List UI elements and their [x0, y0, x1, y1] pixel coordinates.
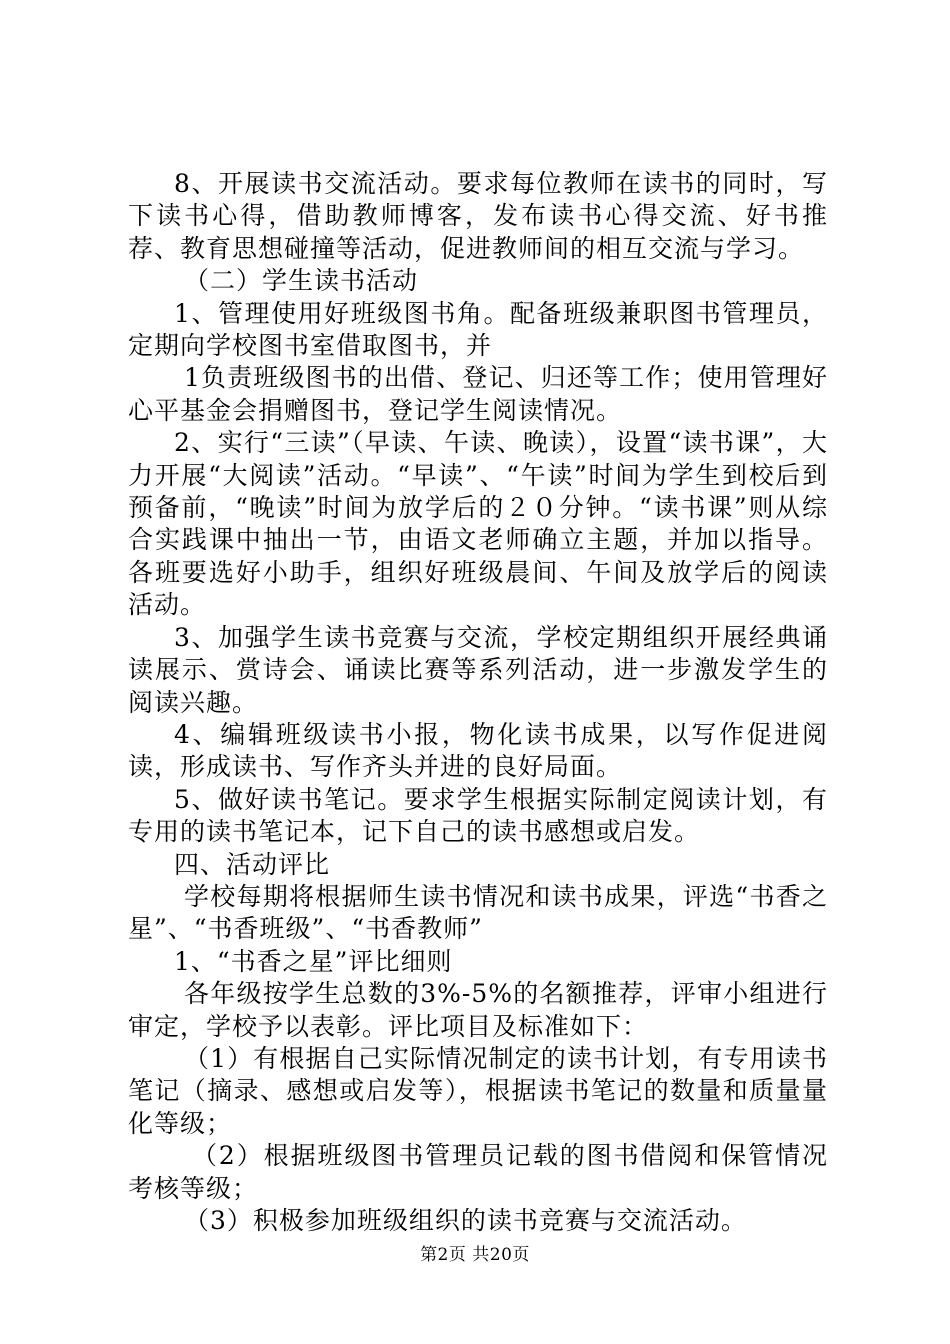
section-heading-evaluation: 四、活动评比: [174, 849, 331, 879]
paragraph-library-duties: 1负责班级图书的出借、登记、归还等工作；使用管理好心平基金会捐赠图书，登记学生阅读情况。: [128, 363, 828, 425]
paragraph-reading-newspaper: 4、编辑班级读书小报，物化读书成果，以写作促进阅读，形成读书、写作齐头并进的良好局面。: [128, 719, 828, 782]
paragraph-reading-competition: 3、加强学生读书竞赛与交流，学校定期组织开展经典诵读展示、赏诗会、诵读比赛等系列活动，进一步激发学生的阅读兴趣。: [128, 622, 828, 717]
criterion-item-1: （1）有根据自己实际情况制定的读书计划，有专用读书笔记（摘录、感想或启发等），根据读书笔记的数量和质量量化等级；: [128, 1043, 828, 1138]
section-heading-student-reading: （二）学生读书活动: [184, 266, 419, 296]
criterion-item-2: （2）根据班级图书管理员记载的图书借阅和保管情况考核等级；: [128, 1141, 828, 1203]
document-body: [128, 168, 828, 1237]
criterion-item-3: （3）积极参加班级组织的读书竞赛与交流活动。: [184, 1206, 747, 1235]
page-number-footer: 第2页 共20页: [420, 1245, 530, 1265]
paragraph-teacher-exchange: 8、开展读书交流活动。要求每位教师在读书的同时，写下读书心得，借助教师博客，发布读书心得交流、好书推荐、教育思想碰撞等活动，促进教师间的相互交流与学习。: [128, 169, 828, 263]
paragraph-class-library: 1、管理使用好班级图书角。配备班级兼职图书管理员，定期向学校图书室借取图书，并: [128, 298, 828, 361]
paragraph-reading-notes: 5、做好读书笔记。要求学生根据实际制定阅读计划，有专用的读书笔记本，记下自己的读书感想或启发。: [128, 784, 828, 847]
paragraph-three-readings: 2、实行“三读”（早读、午读、晚读），设置“读书课”，大力开展“大阅读”活动。“早读”、“午读”时间为学生到校后到预备前，“晚读”时间为放学后的２０分钟。“读书课”则从综合实践课中抽出一节，由语文老师确立主题，并加以指导。各班要选好小助手，组织好班级晨间、午间及放学后的阅读活动。: [128, 428, 828, 620]
paragraph-evaluation-intro: 学校每期将根据师生读书情况和读书成果，评选“书香之星”、“书香班级”、“书香教师”: [128, 881, 828, 944]
paragraph-nomination-quota: 各年级按学生总数的3%-5%的名额推荐，评审小组进行审定，学校予以表彰。评比项目及标准如下：: [128, 979, 828, 1041]
subheading-star-criteria: 1、“书香之星”评比细则: [174, 946, 453, 976]
